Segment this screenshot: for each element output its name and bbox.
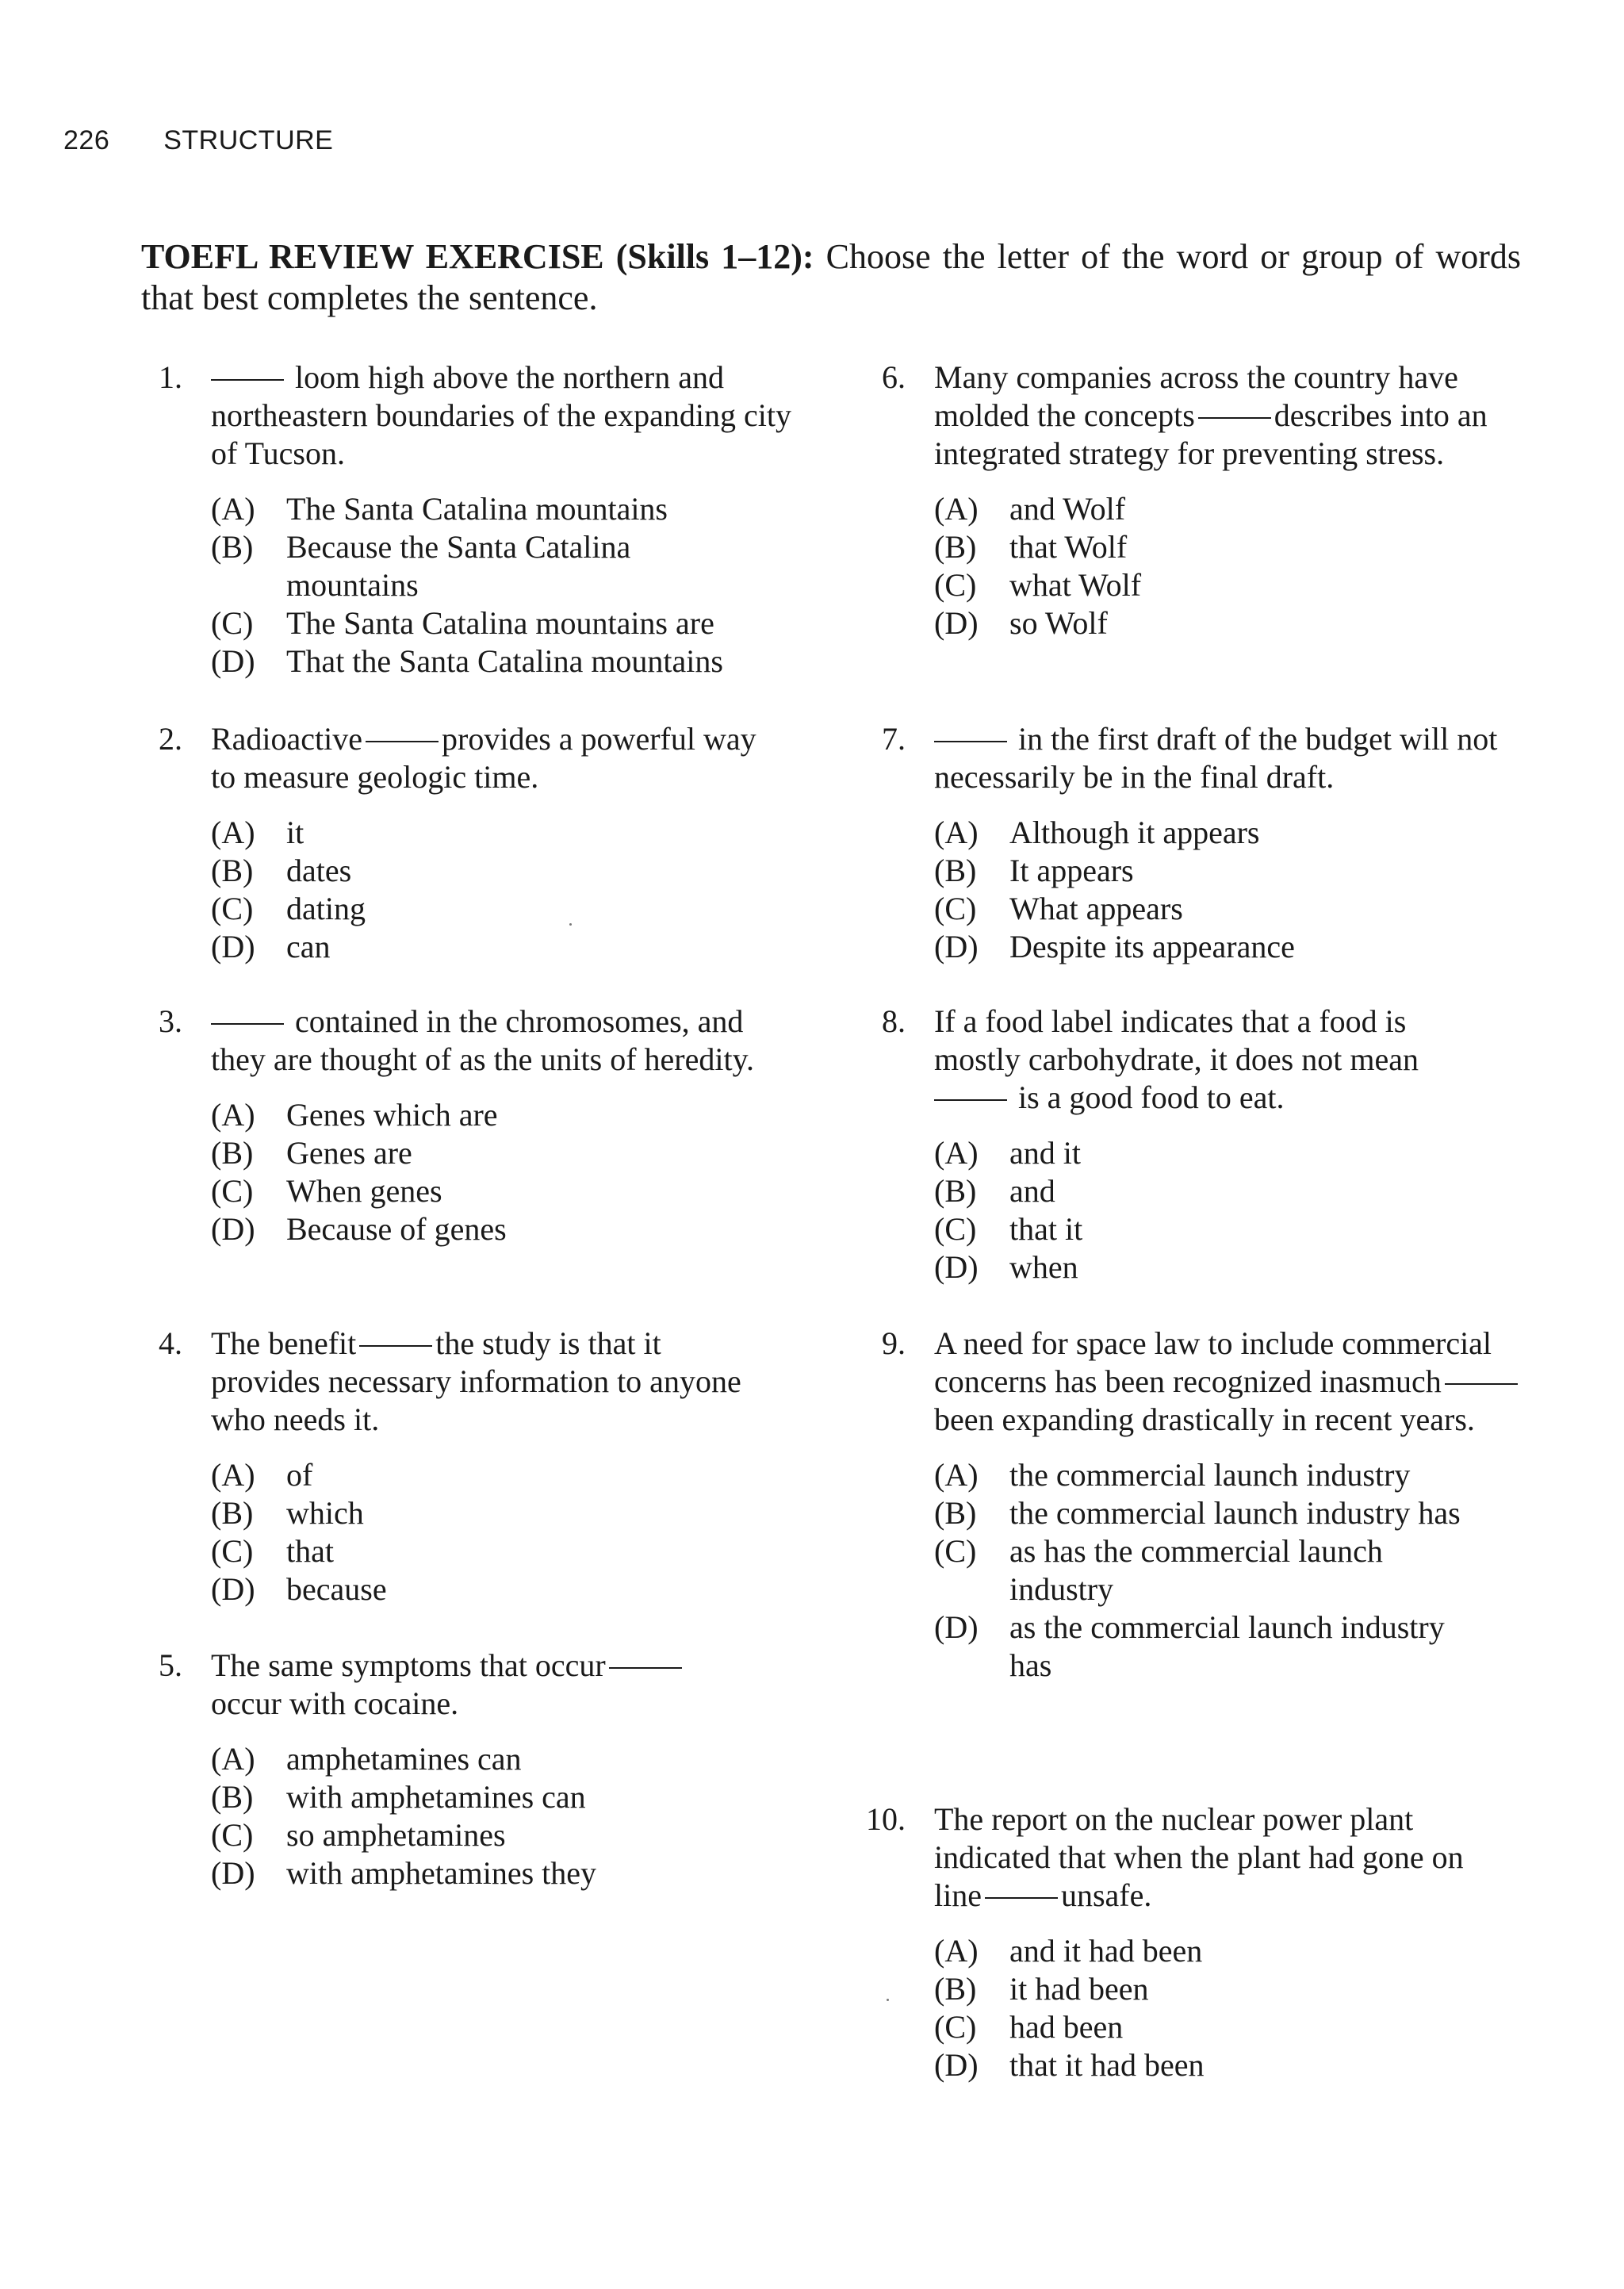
- question-9: [864, 1325, 1530, 1685]
- scan-speck: [569, 923, 572, 926]
- option-text: the commercial launch industry: [1009, 1457, 1411, 1493]
- option-letter: (C): [211, 891, 254, 926]
- option-c: [934, 1210, 1499, 1248]
- option-b: [211, 1778, 760, 1816]
- option-text: the commercial launch industry has: [1009, 1495, 1461, 1531]
- question-1: [141, 358, 807, 681]
- stem-after: unsafe.: [1060, 1877, 1152, 1913]
- answer-options: [934, 490, 1530, 642]
- question-4: [141, 1325, 760, 1608]
- stem-before: A need for space law to include commercial concerns has been recognized inasmuch: [934, 1325, 1492, 1399]
- question-stem: [864, 1800, 1515, 1915]
- option-d: [211, 1854, 760, 1892]
- answer-options: [934, 1456, 1489, 1685]
- option-c: [211, 1816, 760, 1854]
- option-b: [934, 852, 1530, 890]
- option-text: with amphetamines they: [286, 1855, 597, 1891]
- option-letter: (A): [934, 815, 979, 850]
- option-c: [211, 1532, 760, 1570]
- question-8: [864, 1003, 1499, 1286]
- option-b: [211, 1494, 760, 1532]
- stem-after: provides a powerful way to measure geologic time.: [211, 721, 756, 795]
- scan-speck: [887, 1999, 889, 2001]
- option-d: [211, 928, 760, 966]
- question-2: [141, 720, 760, 966]
- option-a: [934, 814, 1530, 852]
- answer-blank: [985, 1897, 1058, 1899]
- option-letter: (A): [934, 491, 979, 527]
- stem-after: occur with cocaine.: [211, 1685, 459, 1721]
- answer-options: [934, 814, 1530, 966]
- option-text: that Wolf: [1009, 529, 1128, 565]
- option-letter: (A): [211, 815, 255, 850]
- option-c: [211, 890, 760, 928]
- option-text: that it had been: [1009, 2047, 1205, 2083]
- option-letter: (C): [934, 891, 977, 926]
- option-text: and Wolf: [1009, 491, 1126, 527]
- stem-after: been expanding drastically in recent years.: [934, 1401, 1475, 1437]
- option-letter: (C): [211, 1817, 254, 1853]
- stem-before: The benefit: [211, 1325, 357, 1361]
- option-letter: (D): [211, 643, 255, 679]
- option-d: [934, 1608, 1469, 1685]
- answer-blank: [934, 1099, 1007, 1101]
- option-text: It appears: [1009, 853, 1134, 888]
- stem-after: contained in the chromosomes, and they are thought of as the units of heredity.: [211, 1003, 754, 1077]
- stem-after: the study is that it provides necessary information to anyone who needs it.: [211, 1325, 741, 1437]
- stem-before: The report on the nuclear power plant indicated that when the plant had gone on line: [934, 1801, 1464, 1913]
- running-head: [63, 125, 333, 156]
- section-title: STRUCTURE: [163, 125, 334, 155]
- option-text: Genes which are: [286, 1097, 498, 1133]
- option-b: [211, 1134, 760, 1172]
- question-5: [141, 1647, 760, 1892]
- option-letter: (A): [211, 1741, 255, 1777]
- option-letter: (C): [934, 1211, 977, 1247]
- option-letter: (B): [934, 529, 977, 565]
- option-letter: (A): [934, 1933, 979, 1969]
- answer-blank: [1198, 417, 1271, 419]
- option-letter: (D): [211, 1211, 255, 1247]
- option-a: [934, 1134, 1499, 1172]
- option-letter: (D): [934, 2047, 979, 2083]
- question-number: 4.: [159, 1325, 182, 1361]
- option-text: of: [286, 1457, 313, 1493]
- option-c: [934, 890, 1530, 928]
- option-text: Because of genes: [286, 1211, 507, 1247]
- answer-blank: [211, 1023, 284, 1025]
- option-letter: (D): [934, 605, 979, 641]
- option-text: Because the Santa Catalina mountains: [286, 529, 631, 603]
- option-text: Genes are: [286, 1135, 412, 1171]
- stem-after: is a good food to eat.: [1018, 1079, 1285, 1115]
- option-letter: (B): [934, 1173, 977, 1209]
- stem-after: loom high above the northern and northeastern boundaries of the expanding city of Tucson.: [211, 359, 791, 471]
- question-stem: [864, 1325, 1530, 1439]
- option-letter: (B): [934, 1971, 977, 2007]
- option-letter: (B): [211, 529, 254, 565]
- option-letter: (D): [211, 1571, 255, 1607]
- option-d: [934, 2046, 1515, 2084]
- option-text: it: [286, 815, 304, 850]
- option-b: [934, 1970, 1515, 2008]
- option-text: when: [1009, 1249, 1078, 1285]
- question-stem: [141, 1325, 760, 1439]
- question-number: 5.: [159, 1647, 182, 1683]
- question-stem: [864, 358, 1530, 473]
- option-text: dates: [286, 853, 352, 888]
- option-a: [211, 814, 760, 852]
- option-a: [211, 490, 807, 528]
- option-b: [934, 1172, 1499, 1210]
- question-number: 1.: [159, 359, 182, 395]
- option-text: amphetamines can: [286, 1741, 522, 1777]
- option-letter: (C): [211, 605, 254, 641]
- option-text: When genes: [286, 1173, 442, 1209]
- answer-options: [934, 1932, 1515, 2084]
- answer-options: [211, 814, 760, 966]
- option-letter: (C): [934, 567, 977, 603]
- option-letter: (A): [211, 491, 255, 527]
- option-b: [934, 528, 1530, 566]
- option-text: with amphetamines can: [286, 1779, 586, 1815]
- question-10: [864, 1800, 1515, 2084]
- option-text: that: [286, 1533, 334, 1569]
- option-text: The Santa Catalina mountains are: [286, 605, 714, 641]
- option-c: [211, 1172, 760, 1210]
- option-c: [934, 566, 1530, 604]
- option-a: [211, 1740, 760, 1778]
- option-a: [934, 1456, 1489, 1494]
- option-text: as the commercial launch industry has: [1009, 1609, 1445, 1683]
- question-stem: [864, 1003, 1499, 1117]
- question-stem: [141, 358, 807, 473]
- option-text: what Wolf: [1009, 567, 1142, 603]
- option-text: What appears: [1009, 891, 1183, 926]
- option-d: [934, 604, 1530, 642]
- option-d: [934, 928, 1530, 966]
- answer-blank: [1445, 1383, 1518, 1385]
- stem-after: in the first draft of the budget will not necessarily be in the final draft.: [934, 721, 1498, 795]
- question-stem: [141, 720, 760, 796]
- option-text: because: [286, 1571, 387, 1607]
- option-letter: (A): [934, 1457, 979, 1493]
- option-letter: (C): [934, 1533, 977, 1569]
- question-number: 3.: [159, 1003, 182, 1039]
- option-text: That the Santa Catalina mountains: [286, 643, 723, 679]
- question-6: [864, 358, 1530, 642]
- option-text: The Santa Catalina mountains: [286, 491, 668, 527]
- option-text: and: [1009, 1173, 1055, 1209]
- answer-blank: [366, 741, 439, 742]
- option-letter: (B): [934, 853, 977, 888]
- option-a: [934, 1932, 1515, 1970]
- exercise-title: TOEFL REVIEW EXERCISE (Skills 1–12):: [141, 237, 814, 276]
- stem-after: describes into an integrated strategy for preventing stress.: [934, 397, 1488, 471]
- question-stem: [141, 1003, 760, 1079]
- stem-before: Radioactive: [211, 721, 363, 757]
- option-a: [211, 1096, 760, 1134]
- question-number: 2.: [159, 721, 182, 757]
- answer-options: [211, 490, 807, 681]
- option-letter: (B): [211, 1779, 254, 1815]
- option-letter: (D): [934, 1609, 979, 1645]
- option-text: it had been: [1009, 1971, 1149, 2007]
- question-number: 6.: [882, 359, 906, 395]
- option-text: as has the commercial launch industry: [1009, 1533, 1383, 1607]
- option-c: [934, 1532, 1469, 1608]
- answer-blank: [934, 741, 1007, 742]
- option-text: that it: [1009, 1211, 1083, 1247]
- answer-options: [211, 1456, 760, 1608]
- option-text: dating: [286, 891, 366, 926]
- option-letter: (A): [211, 1457, 255, 1493]
- option-b: [934, 1494, 1469, 1532]
- exercise-directions: Choose the letter of the word or group of words that best completes the sentence.: [141, 237, 1522, 317]
- stem-before: If a food label indicates that a food is mostly carbohydrate, it does not mean: [934, 1003, 1419, 1077]
- option-b: [211, 852, 760, 890]
- option-text: which: [286, 1495, 364, 1531]
- answer-options: [211, 1740, 760, 1892]
- option-letter: (B): [211, 853, 254, 888]
- option-letter: (C): [211, 1173, 254, 1209]
- answer-blank: [359, 1345, 432, 1347]
- option-d: [934, 1248, 1499, 1286]
- option-b: [211, 528, 730, 604]
- stem-before: The same symptoms that occur: [211, 1647, 606, 1683]
- option-letter: (C): [934, 2009, 977, 2045]
- option-letter: (B): [934, 1495, 977, 1531]
- page-number: 226: [63, 125, 110, 155]
- answer-options: [211, 1096, 760, 1248]
- question-number: 7.: [882, 721, 906, 757]
- answer-options: [934, 1134, 1499, 1286]
- question-number: 8.: [882, 1003, 906, 1039]
- option-a: [211, 1456, 760, 1494]
- question-number: 9.: [882, 1325, 906, 1361]
- option-d: [211, 642, 807, 681]
- option-letter: (A): [934, 1135, 979, 1171]
- option-text: Although it appears: [1009, 815, 1260, 850]
- option-text: and it: [1009, 1135, 1081, 1171]
- option-letter: (B): [211, 1495, 254, 1531]
- stem-before: Many companies across the country have molded the concepts: [934, 359, 1458, 433]
- answer-blank: [609, 1667, 682, 1669]
- option-a: [934, 490, 1530, 528]
- option-d: [211, 1570, 760, 1608]
- option-d: [211, 1210, 760, 1248]
- question-number: 10.: [866, 1801, 906, 1837]
- option-text: can: [286, 929, 331, 964]
- option-letter: (D): [211, 1855, 255, 1891]
- option-text: had been: [1009, 2009, 1124, 2045]
- option-letter: (B): [211, 1135, 254, 1171]
- question-stem: [864, 720, 1530, 796]
- question-7: [864, 720, 1530, 966]
- option-letter: (D): [934, 929, 979, 964]
- option-c: [211, 604, 807, 642]
- option-text: Despite its appearance: [1009, 929, 1295, 964]
- option-letter: (C): [211, 1533, 254, 1569]
- answer-blank: [211, 379, 284, 381]
- option-letter: (A): [211, 1097, 255, 1133]
- option-c: [934, 2008, 1515, 2046]
- option-text: and it had been: [1009, 1933, 1203, 1969]
- option-text: so amphetamines: [286, 1817, 506, 1853]
- question-3: [141, 1003, 760, 1248]
- option-letter: (D): [934, 1249, 979, 1285]
- question-stem: [141, 1647, 760, 1723]
- option-text: so Wolf: [1009, 605, 1108, 641]
- exercise-instructions: [141, 236, 1521, 319]
- option-letter: (D): [211, 929, 255, 964]
